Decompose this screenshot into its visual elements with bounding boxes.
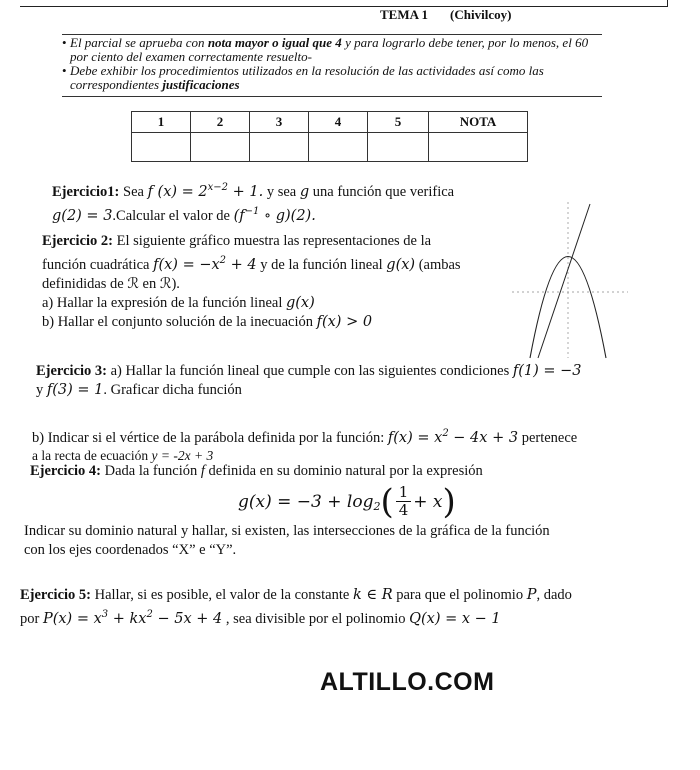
grade-cell[interactable]: [191, 133, 250, 162]
exercise-3-part-b: [32, 424, 672, 464]
exercise-1-title: Ejercicio1:: [52, 183, 120, 200]
exercise-5: [20, 586, 684, 629]
altillo-brand: ALTILLO.COM: [320, 668, 495, 696]
exercise-4-formula: g(x) = −3 + log $_2$ ( $\frac{1}{4}$ + x ): [238, 481, 456, 522]
left-paren: (: [380, 481, 394, 522]
tema-label: TEMA 1: [380, 7, 429, 22]
exam-rules: [62, 36, 602, 92]
grade-cell-nota[interactable]: [429, 133, 528, 162]
exercise-2-line-2: función cuadrática $f(x) = -x^2 + 4$ y de la función lineal g(x) (ambas: [42, 255, 461, 273]
exercise-1-line-2: g(2) = 3.Calcular el valor de ($f^{-1}$ ∘ g)(2).: [52, 205, 316, 224]
exercise-2-part-a: a) Hallar la expresión de la función lineal g(x): [42, 294, 315, 311]
exercise-3: [36, 362, 666, 400]
top-border-corner: [667, 0, 668, 7]
exercise-5-line-1: Ejercicio 5: Hallar, si es posible, el valor de la constante k ∈ R para que el polinomio P, dado: [20, 587, 572, 603]
exercise-4: Ejercicio 4: Dada la función f definida en su dominio natural por la expresión: [30, 463, 483, 479]
grade-cell[interactable]: [368, 133, 429, 162]
exercise-3b-line-1: b) Indicar si el vértice de la parábola definida por la función: $f(x) = x^2 - 4x + 3$ pertenece: [32, 428, 578, 446]
grade-header-4: 4: [309, 112, 368, 133]
grade-header-3: 3: [250, 112, 309, 133]
grade-cell[interactable]: [132, 133, 191, 162]
exercise-5-title: Ejercicio 5:: [20, 587, 91, 603]
exercise-2: [42, 232, 502, 332]
right-paren: ): [442, 481, 456, 522]
grade-header-nota: NOTA: [429, 112, 528, 133]
rules-bottom-divider: [62, 96, 602, 97]
exercise-1: [52, 178, 512, 226]
fraction: $\frac{1}{4}$: [396, 484, 412, 519]
campus-label: (Chivilcoy): [450, 7, 512, 22]
exercise-2-line-1: Ejercicio 2: El siguiente gráfico muestra las representaciones de la: [42, 233, 432, 249]
exercise-5-line-2: por $P(x) = x^3 + kx^2 - 5x + 4$ , sea divisible por el polinomio Q(x) = x − 1: [20, 609, 501, 627]
exercise-3b-line-2: a la recta de ecuación y = -2x + 3: [32, 447, 214, 463]
grade-cell[interactable]: [309, 133, 368, 162]
exercise-3-line-2: y f(3) = 1. Graficar dicha función: [36, 382, 242, 398]
grade-header-1: 1: [132, 112, 191, 133]
rule-item: • El parcial se aprueba con nota mayor o igual que 4 y para lograrlo debe tener, por lo menos, el 60 por ciento del examen correctamente resuelto-: [62, 36, 602, 64]
exercise-2-title: Ejercicio 2:: [42, 233, 113, 249]
exercise-3-line-1: Ejercicio 3: a) Hallar la función lineal que cumple con las siguientes condiciones f(1) = −3: [36, 363, 582, 379]
exercise-1-line-1: Ejercicio1: Sea f $(x) = 2^{x-2} + 1$. y sea g una función que verifica: [52, 182, 455, 200]
top-border: [20, 6, 668, 7]
grade-cell[interactable]: [250, 133, 309, 162]
exercise-2-part-b: b) Hallar el conjunto solución de la inecuación f(x) > 0: [42, 313, 373, 330]
exercise-4-title: Ejercicio 4:: [30, 463, 101, 479]
exercise-3-title: Ejercicio 3:: [36, 363, 107, 379]
exercise-2-line-3: definididas de ℛ en ℛ).: [42, 275, 180, 292]
grade-header-2: 2: [191, 112, 250, 133]
exam-header: [380, 7, 511, 23]
grade-header-5: 5: [368, 112, 429, 133]
rule-item: • Debe exhibir los procedimientos utilizados en la resolución de las actividades así como las correspondientes justificaciones: [62, 64, 602, 92]
exercise-4-instructions: Indicar su dominio natural y hallar, si existen, las intersecciones de la gráfica de la función con los ejes coordenados “X” e “Y”.: [24, 523, 550, 558]
linear-function-line: [538, 204, 590, 358]
parabola-line-graph: [510, 200, 630, 360]
grades-table: [131, 111, 528, 162]
